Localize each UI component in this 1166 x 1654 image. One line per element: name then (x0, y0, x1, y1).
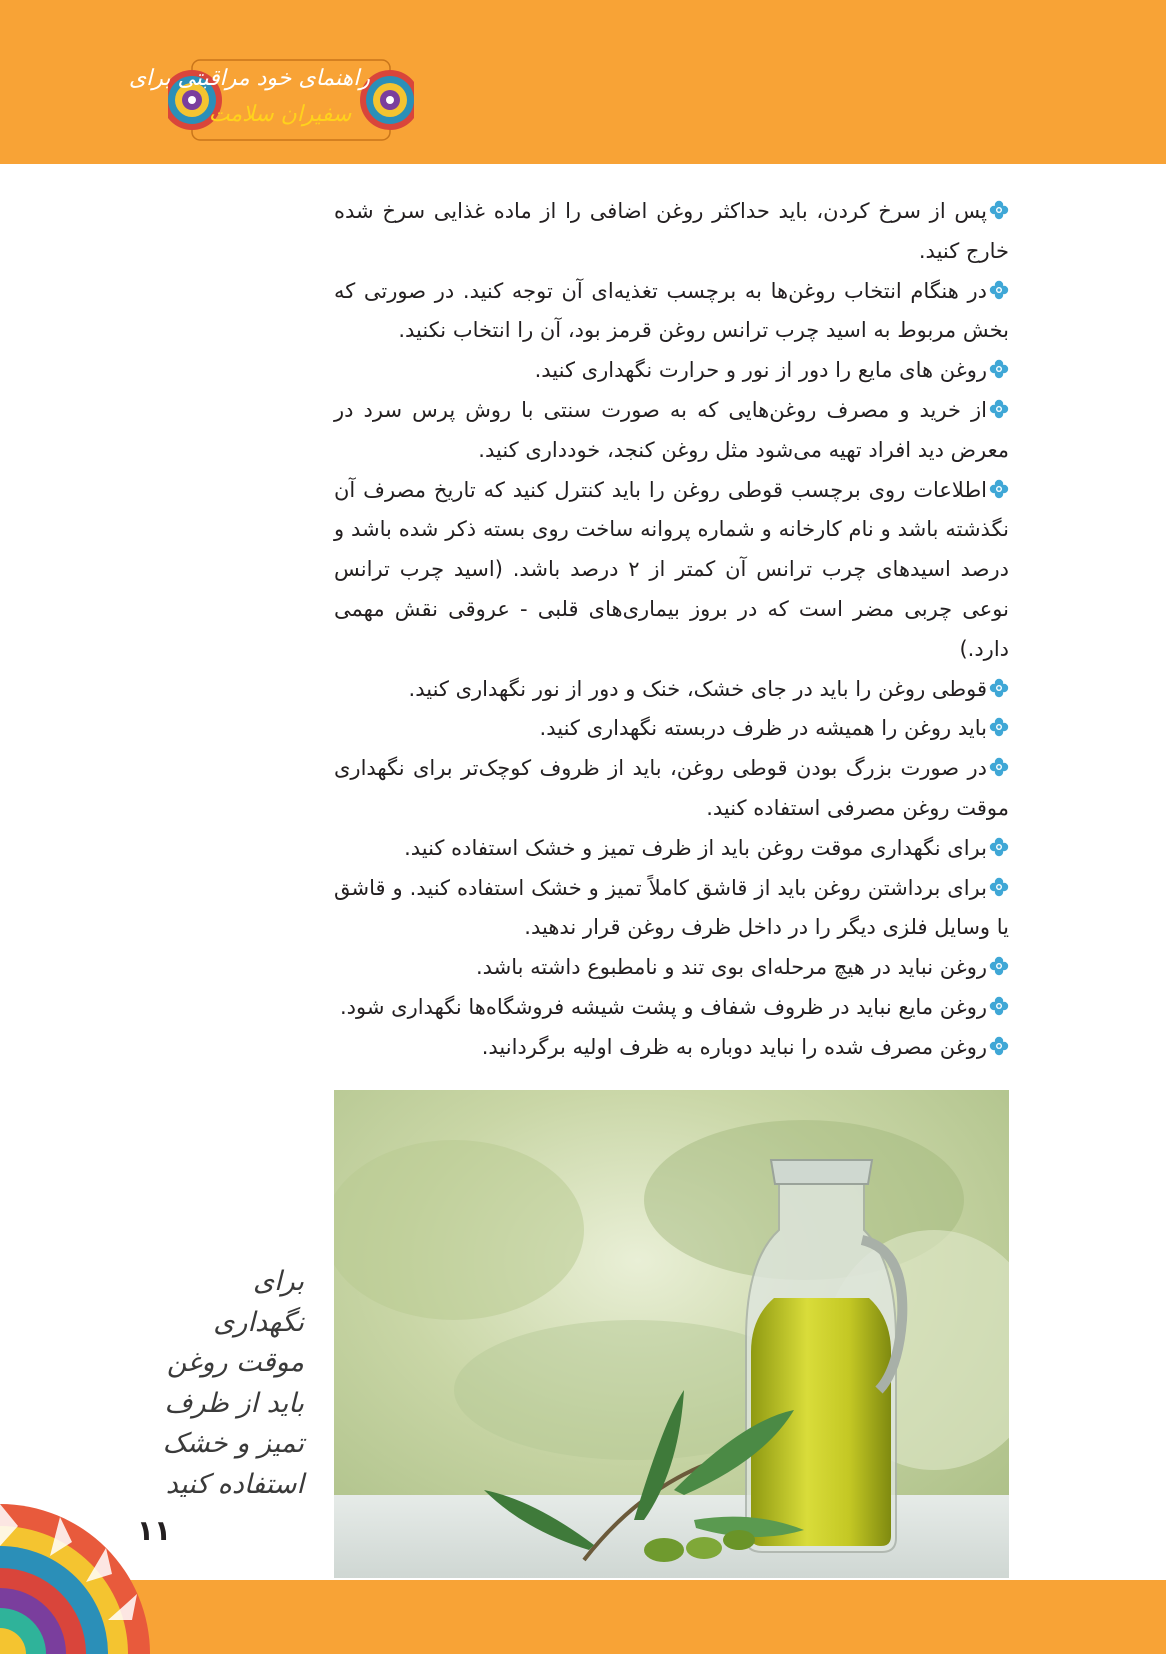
olive-oil-bottle-photo (334, 1090, 1009, 1578)
list-item (334, 192, 1009, 272)
flower-bullet-icon (989, 200, 1009, 220)
flower-bullet-icon (989, 399, 1009, 419)
list-item (334, 749, 1009, 829)
header-logo (128, 54, 414, 146)
page-number: ۱۱ (136, 1514, 172, 1547)
list-item (334, 709, 1009, 749)
list-item-text: باید روغن را همیشه در ظرف دربسته نگهداری کنید. (539, 716, 987, 741)
flower-bullet-icon (989, 757, 1009, 777)
side-note-line: باید از ظرف (164, 1387, 304, 1419)
flower-bullet-icon (989, 717, 1009, 737)
flower-bullet-icon (989, 678, 1009, 698)
list-item (334, 391, 1009, 471)
list-item-text: اطلاعات روی برچسب قوطی روغن را باید کنترل کنید که تاریخ مصرف آن نگذشته باشد و نام کارخانه و شماره پروانه ساخت روی بسته ذکر شده باشد و درصد اسیدهای چرب ترانس آن کمتر از ۲ درصد باشد. (اسید چرب ترانس نوعی چربی مضر است که در بروز بیماری‌های قلبی - عروقی نقش مهمی دارد.) (334, 477, 1009, 661)
list-item (334, 471, 1009, 670)
side-note (154, 1262, 304, 1505)
list-item-text: از خرید و مصرف روغن‌هایی که به صورت سنتی با روش پرس سرد در معرض دید افراد تهیه می‌شود مثل روغن کنجد، خودداری کنید. (334, 397, 1009, 462)
list-item (334, 670, 1009, 710)
side-note-line: نگهداری (213, 1306, 304, 1338)
list-item-text: پس از سرخ کردن، باید حداکثر روغن اضافی را از ماده غذایی سرخ شده خارج کنید. (334, 199, 1009, 263)
side-note-line: استفاده کنید (165, 1468, 304, 1500)
list-item-text: در هنگام انتخاب روغن‌ها به برچسب تغذیه‌ای آن توجه کنید. در صورتی که بخش مربوط به اسید چرب ترانس روغن قرمز بود، آن را انتخاب نکنید. (334, 278, 1009, 343)
list-item (334, 869, 1009, 949)
flower-bullet-icon (989, 996, 1009, 1016)
logo-title-line1: راهنمای خود مراقبتی برای (128, 66, 370, 91)
list-item-text: برای نگهداری موقت روغن باید از ظرف تمیز و خشک استفاده کنید. (404, 835, 987, 860)
flower-bullet-icon (989, 956, 1009, 976)
flower-bullet-icon (989, 837, 1009, 857)
flower-bullet-icon (989, 359, 1009, 379)
list-item (334, 948, 1009, 988)
list-item (334, 1028, 1009, 1068)
list-item-text: روغن نباید در هیچ مرحله‌ای بوی تند و نامطبوع داشته باشد. (475, 955, 987, 980)
list-item-text: در صورت بزرگ بودن قوطی روغن، باید از ظروف کوچک‌تر برای نگهداری موقت روغن مصرفی استفاده کنید. (334, 756, 1009, 820)
flower-bullet-icon (989, 280, 1009, 300)
list-item-text: برای برداشتن روغن باید از قاشق کاملاً تمیز و خشک استفاده کنید. و قاشق یا وسایل فلزی دیگر را در داخل ظرف روغن قرار ندهید. (334, 875, 1009, 940)
footer-band (0, 1580, 1166, 1654)
side-note-line: موقت روغن (166, 1347, 304, 1378)
flower-bullet-icon (989, 877, 1009, 897)
side-note-line: تمیز و خشک (162, 1428, 304, 1459)
list-item (334, 988, 1009, 1028)
mandala-ornament (0, 1490, 170, 1654)
flower-bullet-icon (989, 1036, 1009, 1056)
list-item (334, 829, 1009, 869)
list-item (334, 272, 1009, 352)
list-item-text: روغن مایع نباید در ظروف شفاف و پشت شیشه فروشگاه‌ها نگهداری شود. (339, 994, 987, 1019)
list-item-text: قوطی روغن را باید در جای خشک، خنک و دور از نور نگهداری کنید. (408, 676, 987, 701)
guideline-list (334, 192, 1009, 1068)
logo-title-line2: سفیران سلامت (208, 102, 352, 127)
list-item-text: روغن های مایع را دور از نور و حرارت نگهداری کنید. (534, 358, 987, 383)
list-item-text: روغن مصرف شده را نباید دوباره به ظرف اولیه برگردانید. (481, 1034, 987, 1059)
list-item (334, 351, 1009, 391)
side-note-line: برای (252, 1266, 304, 1297)
flower-bullet-icon (989, 479, 1009, 499)
